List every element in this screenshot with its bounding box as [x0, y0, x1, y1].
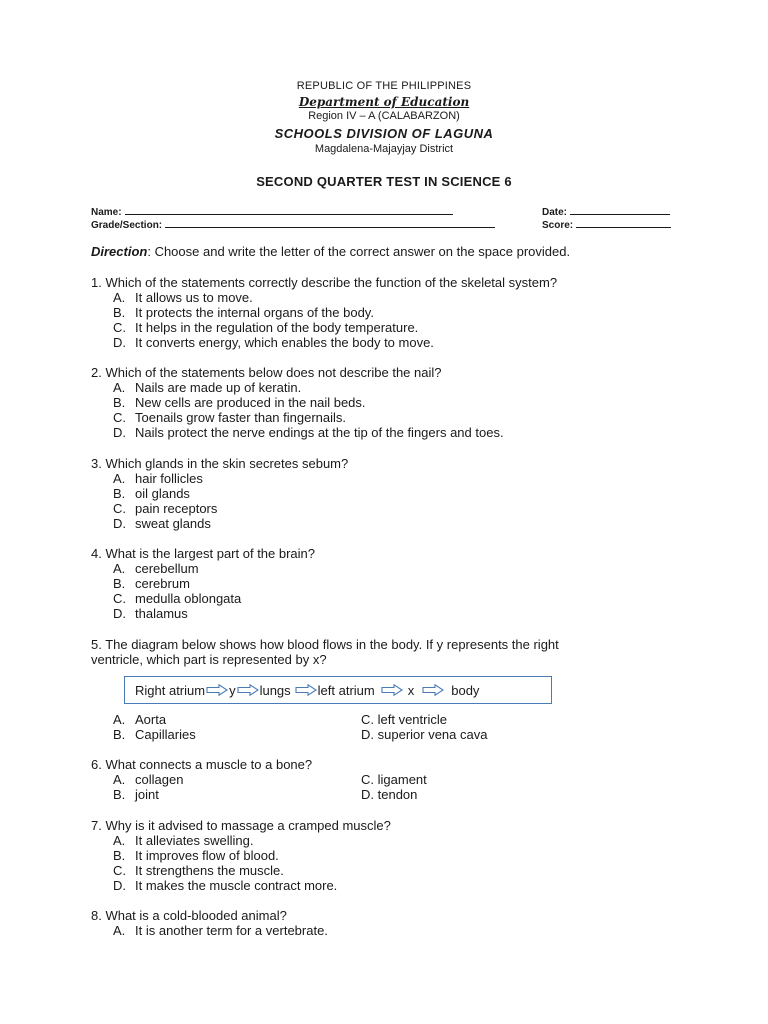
score-label: Score: — [542, 220, 574, 231]
name-line[interactable] — [125, 205, 453, 215]
option-c[interactable] — [113, 863, 391, 878]
question-stem: 4. What is the largest part of the brain? — [91, 546, 316, 561]
option-d[interactable] — [361, 727, 487, 742]
region-heading: Region IV – A (CALABARZON) — [308, 110, 460, 122]
option-text: sweat glands — [135, 516, 211, 531]
question-stem-line1: 5. The diagram below shows how blood flows in the body. If y represents the right — [91, 637, 559, 652]
option-a[interactable] — [113, 290, 557, 305]
option-text: Nails are made up of keratin. — [135, 380, 302, 395]
republic-heading: REPUBLIC OF THE PHILIPPINES — [296, 80, 472, 92]
arrow-right-icon — [381, 684, 403, 696]
option-letter: B. — [113, 305, 126, 320]
option-a[interactable] — [113, 833, 391, 848]
option-text: It protects the internal organs of the body. — [135, 305, 374, 320]
option-letter: D. — [113, 606, 126, 621]
option-letter: A. — [113, 380, 126, 395]
date-label: Date: — [542, 207, 568, 218]
option-text: Nails protect the nerve endings at the tip of the fingers and toes. — [135, 425, 504, 440]
question-6 — [91, 757, 691, 802]
option-text: tendon — [377, 787, 418, 802]
question-stem-line2: ventricle, which part is represented by x? — [91, 652, 327, 667]
option-letter: A. — [113, 923, 126, 938]
option-d[interactable] — [113, 606, 315, 621]
option-c[interactable] — [361, 712, 447, 727]
question-1 — [91, 275, 557, 350]
option-letter: B. — [113, 727, 126, 742]
question-5-options — [91, 712, 691, 742]
option-letter: B. — [113, 787, 126, 802]
option-letter: D. — [113, 425, 126, 440]
diagram-term: x — [407, 682, 415, 698]
option-letter: D. — [361, 787, 374, 802]
question-stem: 2. Which of the statements below does not describe the nail? — [91, 365, 442, 380]
diagram-term: body — [451, 682, 480, 698]
option-text: joint — [135, 787, 159, 802]
option-letter: D. — [113, 878, 126, 893]
option-letter: A. — [113, 833, 126, 848]
option-text: It allows us to move. — [135, 290, 253, 305]
option-text: thalamus — [135, 606, 188, 621]
option-text: medulla oblongata — [135, 591, 242, 606]
option-letter: C. — [113, 591, 126, 606]
arrow-right-icon — [237, 684, 259, 696]
question-stem: 7. Why is it advised to massage a cramped muscle? — [91, 818, 391, 833]
score-line[interactable] — [576, 218, 671, 228]
option-letter: C. — [361, 772, 374, 787]
blood-flow-diagram — [124, 676, 552, 704]
question-stem: 3. Which glands in the skin secretes sebum? — [91, 456, 349, 471]
option-text: New cells are produced in the nail beds. — [135, 395, 366, 410]
option-text: superior vena cava — [377, 727, 488, 742]
question-5 — [91, 637, 559, 667]
option-text: cerebrum — [135, 576, 190, 591]
option-letter: B. — [113, 848, 126, 863]
option-text: Toenails grow faster than fingernails. — [135, 410, 347, 425]
question-stem: 6. What connects a muscle to a bone? — [91, 757, 313, 772]
option-text: It makes the muscle contract more. — [135, 878, 338, 893]
date-line[interactable] — [570, 205, 670, 215]
option-a[interactable] — [113, 923, 328, 938]
question-7 — [91, 818, 391, 893]
question-3 — [91, 456, 348, 531]
option-d[interactable] — [361, 787, 417, 802]
option-text: It converts energy, which enables the body to move. — [135, 335, 434, 350]
option-letter: C. — [113, 501, 126, 516]
date-field[interactable] — [542, 205, 670, 218]
option-c[interactable] — [113, 320, 557, 335]
option-a[interactable] — [113, 712, 166, 727]
department-heading: Department of Education — [298, 95, 470, 109]
option-d[interactable] — [113, 878, 391, 893]
grade-line[interactable] — [165, 218, 495, 228]
option-b[interactable] — [113, 395, 504, 410]
arrow-right-icon — [422, 684, 444, 696]
name-field[interactable] — [91, 205, 453, 218]
option-text: hair follicles — [135, 471, 203, 486]
option-text: ligament — [377, 772, 427, 787]
direction-label: Direction — [91, 244, 148, 259]
diagram-term: left atrium — [317, 682, 375, 698]
option-a[interactable] — [113, 561, 315, 576]
question-stem: 1. Which of the statements correctly describe the function of the skeletal system? — [91, 275, 558, 290]
option-b[interactable] — [113, 848, 391, 863]
option-letter: C. — [113, 410, 126, 425]
option-letter: D. — [113, 516, 126, 531]
grade-field[interactable] — [91, 218, 495, 231]
option-text: collagen — [135, 772, 184, 787]
question-8 — [91, 908, 328, 938]
option-c[interactable] — [113, 501, 348, 516]
option-letter: A. — [113, 561, 126, 576]
option-text: pain receptors — [135, 501, 218, 516]
option-letter: A. — [113, 290, 126, 305]
arrow-right-icon — [206, 684, 228, 696]
score-field[interactable] — [542, 218, 671, 231]
option-letter: D. — [361, 727, 374, 742]
option-text: left ventricle — [377, 712, 447, 727]
direction-text: : Choose and write the letter of the correct answer on the space provided. — [147, 244, 571, 259]
option-letter: C. — [113, 863, 126, 878]
question-2 — [91, 365, 504, 440]
diagram-term: y — [229, 682, 236, 698]
option-text: cerebellum — [135, 561, 199, 576]
option-letter: C. — [361, 712, 374, 727]
option-b[interactable] — [113, 787, 159, 802]
option-text: It is another term for a vertebrate. — [135, 923, 328, 938]
test-title: SECOND QUARTER TEST IN SCIENCE 6 — [256, 174, 512, 189]
option-letter: A. — [113, 712, 126, 727]
option-text: It improves flow of blood. — [135, 848, 279, 863]
option-text: Capillaries — [135, 727, 196, 742]
option-c[interactable] — [113, 591, 315, 606]
grade-label: Grade/Section: — [91, 220, 163, 231]
division-heading: SCHOOLS DIVISION OF LAGUNA — [274, 126, 494, 141]
option-c[interactable] — [113, 410, 504, 425]
option-letter: B. — [113, 486, 126, 501]
option-letter: A. — [113, 471, 126, 486]
option-text: It strengthens the muscle. — [135, 863, 284, 878]
option-d[interactable] — [113, 335, 557, 350]
option-b[interactable] — [113, 486, 348, 501]
option-letter: A. — [113, 772, 126, 787]
option-b[interactable] — [113, 576, 315, 591]
question-4 — [91, 546, 315, 621]
question-stem: 8. What is a cold-blooded animal? — [91, 908, 287, 923]
option-b[interactable] — [113, 305, 557, 320]
option-a[interactable] — [113, 772, 183, 787]
option-d[interactable] — [113, 516, 348, 531]
option-a[interactable] — [113, 380, 504, 395]
option-c[interactable] — [361, 772, 427, 787]
option-letter: B. — [113, 395, 126, 410]
name-label: Name: — [91, 207, 122, 218]
option-letter: B. — [113, 576, 126, 591]
option-text: It alleviates swelling. — [135, 833, 254, 848]
option-b[interactable] — [113, 727, 196, 742]
option-letter: C. — [113, 320, 126, 335]
diagram-term: lungs — [259, 682, 291, 698]
option-letter: D. — [113, 335, 126, 350]
diagram-term: Right atrium — [135, 682, 206, 698]
district-heading: Magdalena-Majayjay District — [314, 143, 454, 155]
option-text: Aorta — [135, 712, 167, 727]
option-text: It helps in the regulation of the body temperature. — [135, 320, 419, 335]
arrow-right-icon — [295, 684, 317, 696]
option-text: oil glands — [135, 486, 190, 501]
option-a[interactable] — [113, 471, 348, 486]
direction — [91, 244, 731, 259]
option-d[interactable] — [113, 425, 504, 440]
